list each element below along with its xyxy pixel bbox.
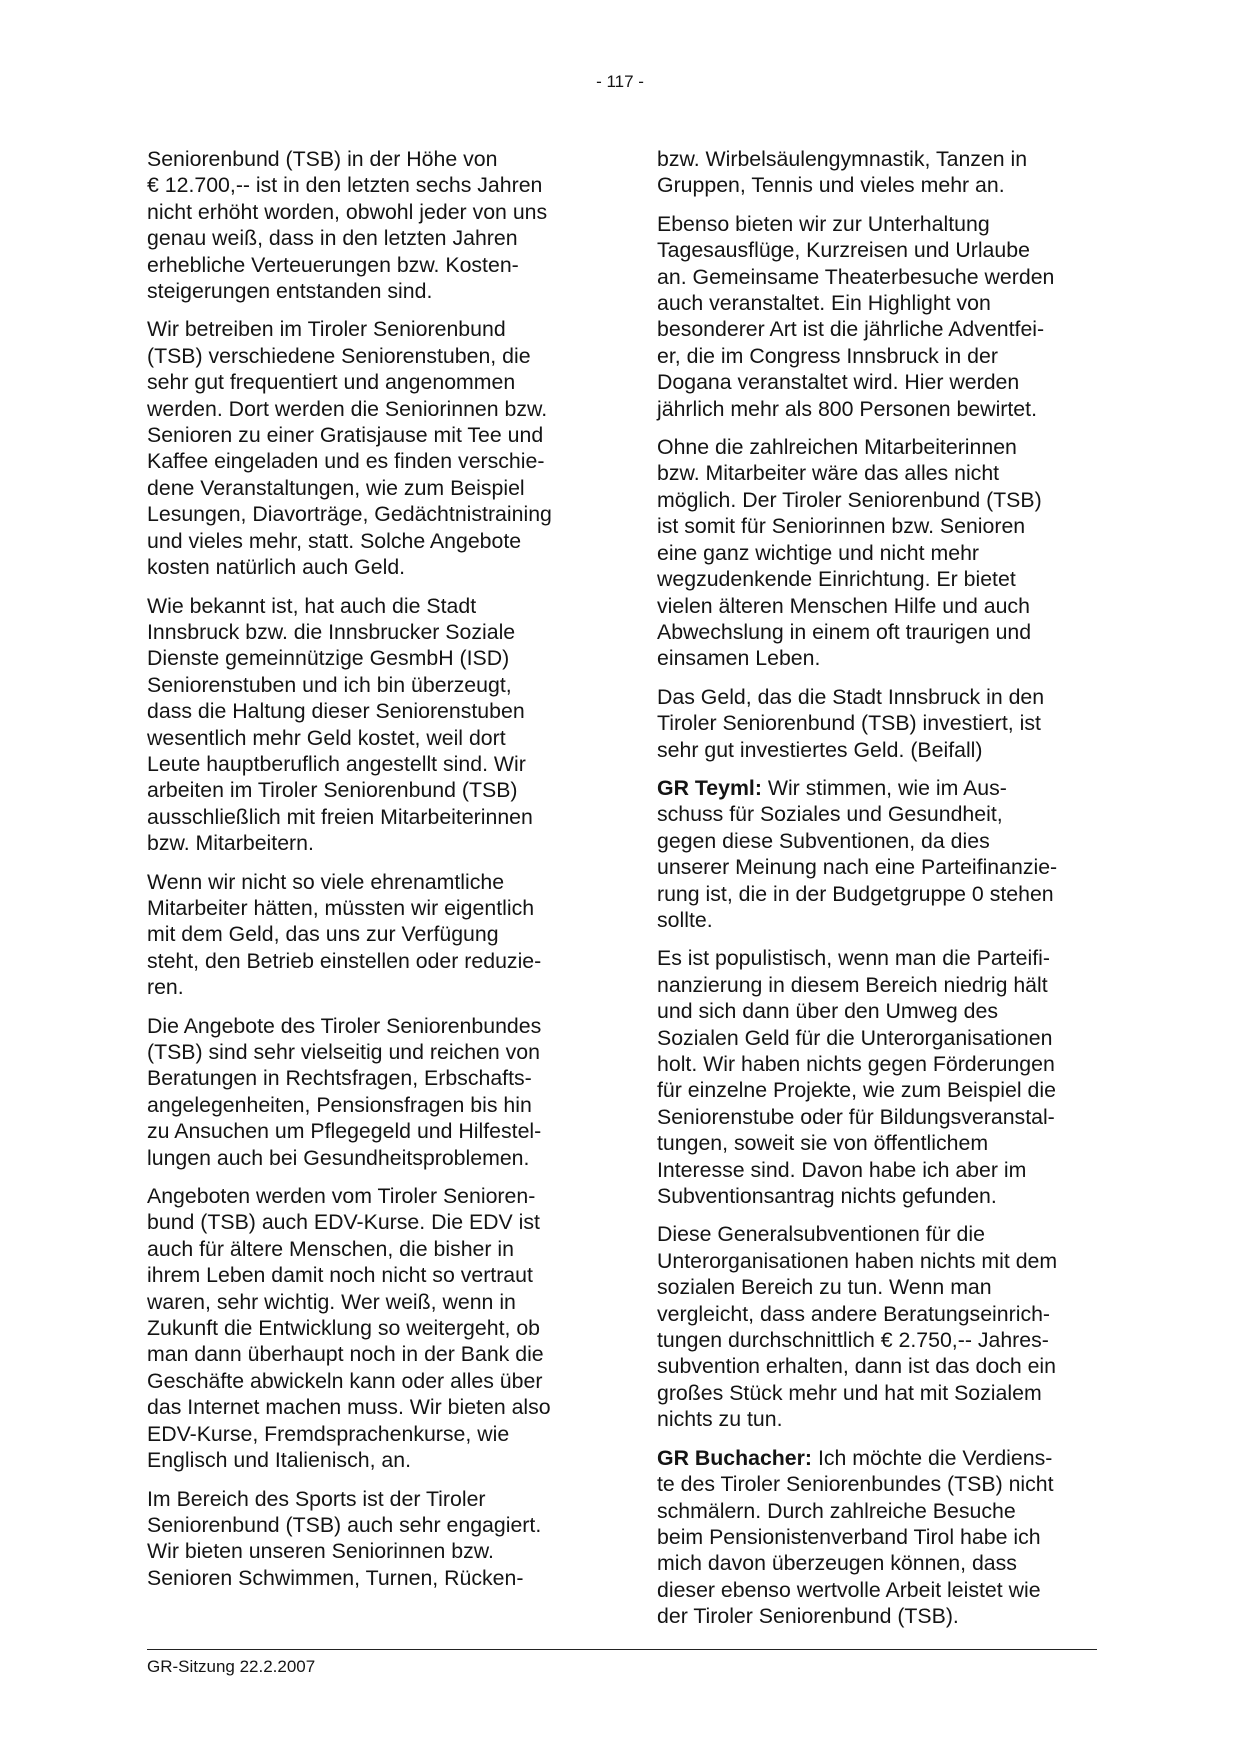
paragraph-text: Ich möchte die Verdiens- te des Tiroler Seniorenbundes (TSB) nicht schmälern. Durch zahlreiche Besuche beim Pensionistenverband Tirol habe ich mich davon überzeugen können, dass dieser ebenso wertvolle Arbeit leistet wie der Tiroler Seniorenbund (TSB). bbox=[657, 1445, 1054, 1629]
paragraph bbox=[147, 593, 587, 857]
paragraph-text: Wir betreiben im Tiroler Seniorenbund (TSB) verschiedene Seniorenstuben, die sehr gut frequentiert und angenommen werden. Dort werden die Seniorinnen bzw. Senioren zu einer Gratisjause mit Tee und Kaffee eingeladen und es finden verschie- dene Veranstaltungen, wie zum Beispiel Lesungen, Diavorträge, Gedächtnistraining und vieles mehr, statt. Solche Angebote kosten natürlich auch Geld. bbox=[147, 317, 552, 580]
speaker-name: GR Teyml: bbox=[657, 775, 762, 800]
footer-divider bbox=[147, 1649, 1097, 1650]
footer-session-date: GR-Sitzung 22.2.2007 bbox=[147, 1657, 316, 1676]
paragraph bbox=[147, 1183, 587, 1473]
paragraph bbox=[657, 434, 1097, 672]
paragraph-text: bzw. Wirbelsäulengymnastik, Tanzen in Gruppen, Tennis und vieles mehr an. bbox=[657, 147, 1028, 198]
paragraph bbox=[657, 945, 1097, 1209]
paragraph-text: Die Angebote des Tiroler Seniorenbundes (TSB) sind sehr vielseitig und reichen von Beratungen in Rechtsfragen, Erbschafts- angelegenheiten, Pensionsfragen bis hin zu Ansuchen um Pflegegeld und Hilfestel- lungen auch bei Gesundheitsproblemen. bbox=[147, 1013, 542, 1170]
paragraph-text: Wie bekannt ist, hat auch die Stadt Innsbruck bzw. die Innsbrucker Soziale Dienste gemeinnützige GesmbH (ISD) Seniorenstuben und ich bin überzeugt, dass die Haltung dieser Seniorenstuben wesentlich mehr Geld kostet, weil dort Leute hauptberuflich angestellt sind. Wir arbeiten im Tiroler Seniorenbund (TSB) ausschließlich mit freien Mitarbeiterinnen bzw. Mitarbeitern. bbox=[147, 593, 533, 856]
paragraph bbox=[657, 211, 1097, 422]
paragraph-text: Wenn wir nicht so viele ehrenamtliche Mitarbeiter hätten, müssten wir eigentlich mit dem Geld, das uns zur Verfügung steht, den Betrieb einstellen oder reduzie- ren. bbox=[147, 869, 542, 1000]
paragraph-text: Angeboten werden vom Tiroler Senioren- bund (TSB) auch EDV-Kurse. Die EDV ist auch für ältere Menschen, die bisher in ihrem Leben damit noch nicht so vertraut waren, sehr wichtig. Wer weiß, wenn in Zukunft die Entwicklung so weitergeht, ob man dann überhaupt noch in der Bank die Geschäfte abwickeln kann oder alles über das Internet machen muss. Wir bieten also EDV-Kurse, Fremdsprachenkurse, wie Englisch und Italienisch, an. bbox=[147, 1184, 551, 1473]
paragraph bbox=[147, 146, 587, 304]
paragraph-text: Im Bereich des Sports ist der Tiroler Seniorenbund (TSB) auch sehr engagiert. Wir bieten unseren Seniorinnen bzw. Senioren Schwimmen, Turnen, Rücken- bbox=[147, 1486, 542, 1590]
paragraph bbox=[147, 869, 587, 1001]
paragraph-text: Wir stimmen, wie im Aus- schuss für Soziales und Gesundheit, gegen diese Subventionen, da dies unserer Meinung nach eine Parteifinanzie- rung ist, die in der Budgetgruppe 0 stehen sollte. bbox=[657, 775, 1058, 932]
paragraph bbox=[147, 1486, 587, 1592]
paragraph-text: Das Geld, das die Stadt Innsbruck in den Tiroler Seniorenbund (TSB) investiert, ist sehr gut investiertes Geld. (Beifall) bbox=[657, 684, 1045, 762]
speaker-paragraph bbox=[657, 775, 1097, 933]
speaker-name: GR Buchacher: bbox=[657, 1445, 813, 1470]
paragraph bbox=[657, 1221, 1097, 1432]
paragraph bbox=[657, 146, 1097, 199]
paragraph-text: Seniorenbund (TSB) in der Höhe von € 12.700,-- ist in den letzten sechs Jahren nicht erhöht worden, obwohl jeder von uns genau weiß, dass in den letzten Jahren erhebliche Verteuerungen bzw. Kosten- steigerungen entstanden sind. bbox=[147, 147, 548, 304]
paragraph bbox=[147, 316, 587, 580]
right-column bbox=[657, 146, 1097, 1642]
paragraph-text: Ohne die zahlreichen Mitarbeiterinnen bzw. Mitarbeiter wäre das alles nicht möglich. Der Tiroler Seniorenbund (TSB) ist somit für Seniorinnen bzw. Senioren eine ganz wichtige und nicht mehr wegzudenkende Einrichtung. Er bietet vielen älteren Menschen Hilfe und auch Abwechslung in einem oft traurigen und einsamen Leben. bbox=[657, 435, 1042, 671]
paragraph-text: Ebenso bieten wir zur Unterhaltung Tagesausflüge, Kurzreisen und Urlaube an. Gemeinsame Theaterbesuche werden auch veranstaltet. Ein Highlight von besonderer Art ist die jährliche Adventfei- er, die im Congress Innsbruck in der Dogana veranstaltet wird. Hier werden jährlich mehr als 800 Personen bewirtet. bbox=[657, 211, 1055, 421]
page-number: - 117 - bbox=[596, 72, 644, 91]
paragraph bbox=[147, 1013, 587, 1171]
paragraph bbox=[657, 684, 1097, 763]
paragraph-text: Es ist populistisch, wenn man die Parteifi- nanzierung in diesem Bereich niedrig hält und sich dann über den Umweg des Sozialen Geld für die Unterorganisationen holt. Wir haben nichts gegen Förderungen für einzelne Projekte, wie zum Beispiel die Seniorenstube oder für Bildungsveranstal- tungen, soweit sie von öffentlichem Interesse sind. Davon habe ich aber im Subventionsantrag nichts gefunden. bbox=[657, 946, 1056, 1209]
left-column bbox=[147, 146, 587, 1603]
paragraph-text: Diese Generalsubventionen für die Unterorganisationen haben nichts mit dem sozialen Bereich zu tun. Wenn man vergleicht, dass andere Beratungseinrich- tungen durchschnittlich € 2.750,-- Jahres- subvention erhalten, dann ist das doch ein großes Stück mehr und hat mit Sozialem nichts zu tun. bbox=[657, 1222, 1058, 1432]
speaker-paragraph bbox=[657, 1445, 1097, 1630]
